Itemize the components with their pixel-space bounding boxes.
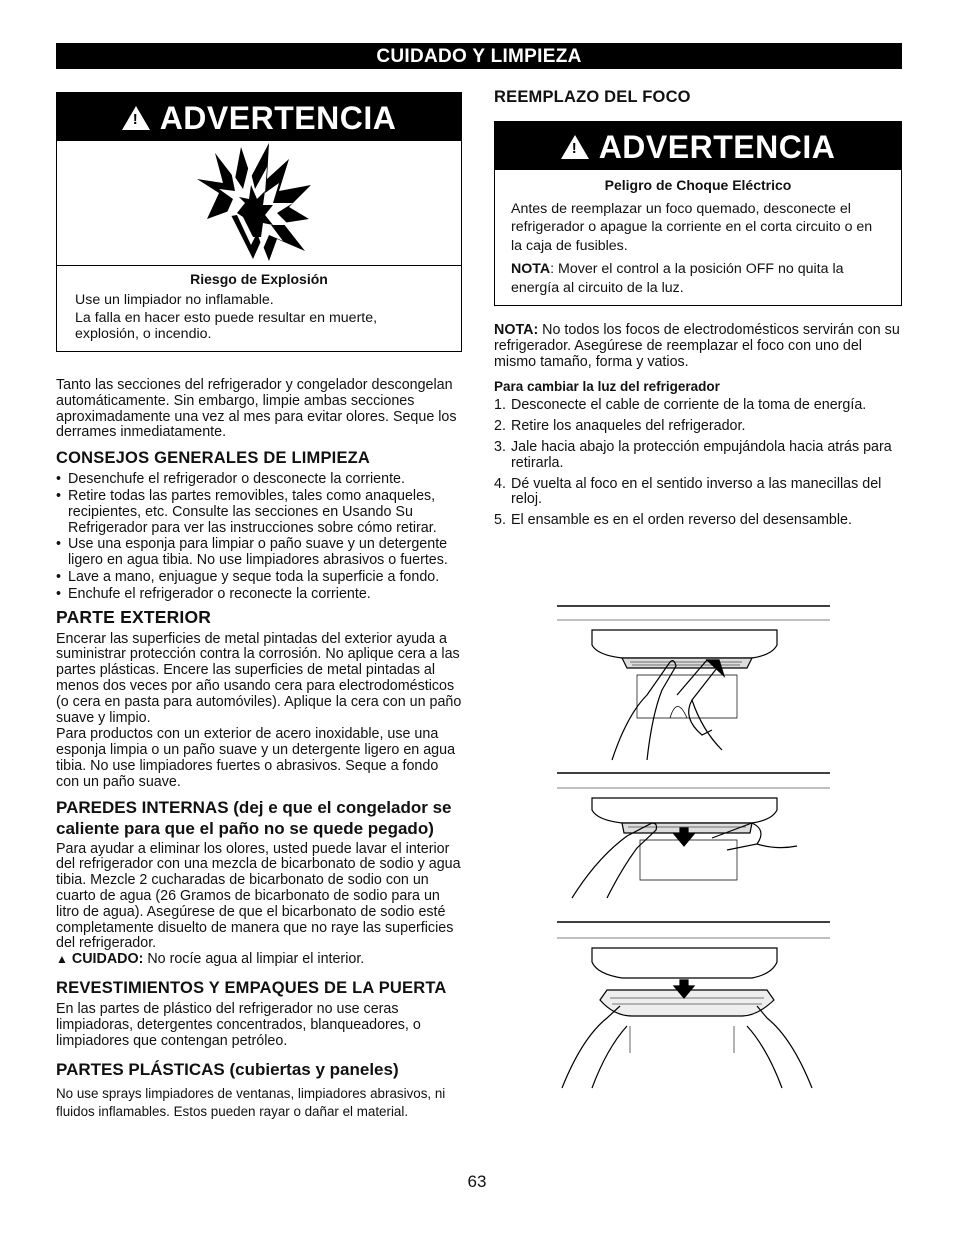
paredes-heading-note: (dej e que el congelador se caliente para que el paño no se quede pegado) xyxy=(56,797,452,838)
step-text: Desconecte el cable de corriente de la toma de energía. xyxy=(511,397,867,414)
section-banner: CUIDADO Y LIMPIEZA xyxy=(56,43,902,69)
intro-paragraph: Tanto las secciones del refrigerador y congelador descongelan automáticamente. Sin embargo, limpie ambas secciones aproximadamente una vez al mes para evitar olores. Seque los derrames inmediatamente. xyxy=(56,377,457,441)
step-text: El ensamble es en el orden reverso del desensamble. xyxy=(511,512,852,529)
step-text: Dé vuelta al foco en el sentido inverso a las manecillas del reloj. xyxy=(511,475,882,508)
revest-heading: REVESTIMIENTOS Y EMPAQUES DE LA PUERTA xyxy=(56,978,447,997)
step-text: Retire los anaqueles del refrigerador. xyxy=(511,418,746,435)
step-number: 5. xyxy=(494,512,506,529)
consejos-heading: CONSEJOS GENERALES DE LIMPIEZA xyxy=(56,449,371,468)
warning-triangle-icon xyxy=(122,106,150,130)
exterior-paragraph: Encerar las superficies de metal pintadas del exterior ayuda a suministrar protección contra la corrosión. No aplique cera a las partes plásticas. Encere las superficies de metal pintadas al menos dos veces por año usando cera para electrodomésticos (o cera en pasta para automóviles). Aplique la cera con un paño suave y limpio. xyxy=(56,630,462,726)
exterior-heading: PARTE EXTERIOR xyxy=(56,606,212,627)
note-text: : Mover el control a la posición OFF no quita la energía al circuito de la luz. xyxy=(511,261,844,296)
step-item xyxy=(494,398,904,414)
shock-warning-box xyxy=(494,121,902,306)
step-number: 1. xyxy=(494,397,506,414)
warning-heading: ADVERTENCIA xyxy=(159,100,397,136)
steps-list xyxy=(494,398,904,529)
warning-heading: ADVERTENCIA xyxy=(598,129,836,165)
list-item: • Retire todas las partes removibles, tales como anaqueles, recipientes, etc. Consulte las secciones en Usando Su Refrigerador para ver las instrucciones sobre cómo retirar. xyxy=(56,489,462,536)
step-number: 3. xyxy=(494,438,506,455)
warning-title: Peligro de Choque Eléctrico xyxy=(604,177,792,193)
warning-header xyxy=(57,93,461,141)
list-item: • Enchufe el refrigerador o reconecte la corriente. xyxy=(56,587,462,603)
nota-paragraph xyxy=(494,323,904,370)
plasticas-paragraph: No use sprays limpiadores de ventanas, limpiadores abrasivos, ni fluidos inflamables. Estos pueden rayar o dañar el material. xyxy=(56,1086,446,1120)
step-number: 2. xyxy=(494,418,506,435)
left-column xyxy=(56,92,462,1121)
warning-paragraph: Antes de reemplazar un foco quemado, desconecte el refrigerador o apague la corriente en el corta circuito o en la caja de fusibles. xyxy=(511,200,873,254)
explosion-icon xyxy=(57,141,461,266)
list-item: • Use una esponja para limpiar o paño suave y un detergente ligero en agua tibia. No use limpiadores abrasivos o fuertes. xyxy=(56,537,462,569)
revest-paragraph: En las partes de plástico del refrigerador no use ceras limpiadoras, detergentes concentrados, blanqueadores, o limpiadores que contengan petróleo. xyxy=(56,1000,421,1049)
paredes-paragraph: Para ayudar a eliminar los olores, usted puede lavar el interior del refrigerador con una mezcla de bicarbonato de sodio y agua tibia. Mezcle 2 cucharadas de bicarbonato de sodio con un cuarto de agua (26 Gramos de bicarbonato de sodio para un litro de agua). Asegúrese de que el bicarbonato de sodio esté completamente disuelto de manera que no raye las superficies del refrigerador. xyxy=(56,840,461,952)
step-item xyxy=(494,477,904,509)
warning-line: Use un limpiador no inflamable. xyxy=(75,292,274,308)
caution-line xyxy=(56,952,462,968)
plasticas-heading-main: PARTES PLÁSTICAS xyxy=(56,1060,225,1080)
light-cover-removal-illustration-3 xyxy=(552,918,832,1090)
list-item: • Desenchufe el refrigerador o desconecte la corriente. xyxy=(56,472,462,488)
exterior-paragraph-2: Para productos con un exterior de acero inoxidable, use una esponja limpia o un paño suave y un detergente ligero en agua tibia. No use limpiadores fuertes o abrasivos. Seque a fondo con un paño suave. xyxy=(56,726,456,790)
warning-header xyxy=(495,122,901,170)
note-label: NOTA xyxy=(511,261,551,277)
warning-triangle-icon xyxy=(561,135,589,159)
consejos-list xyxy=(56,472,462,602)
light-cover-removal-illustration-2 xyxy=(552,768,832,918)
light-cover-removal-illustration-1 xyxy=(552,600,832,770)
right-column xyxy=(494,88,904,534)
plasticas-heading xyxy=(56,1059,462,1080)
list-item: • Lave a mano, enjuague y seque toda la superficie a fondo. xyxy=(56,570,462,586)
reemplazo-heading: REEMPLAZO DEL FOCO xyxy=(494,88,691,106)
warning-note xyxy=(511,260,885,297)
step-item xyxy=(494,513,904,529)
step-number: 4. xyxy=(494,475,506,492)
step-text: Jale hacia abajo la protección empujándola hacia atrás para retirarla. xyxy=(511,438,892,471)
caution-triangle-icon: ▲ xyxy=(56,952,68,967)
nota-label: NOTA: xyxy=(494,322,539,338)
step-item xyxy=(494,419,904,435)
nota-text: No todos los focos de electrodomésticos servirán con su refrigerador. Asegúrese de reemplazar el foco con uno del mismo tamaño, forma y vatios. xyxy=(494,322,900,370)
page-number: 63 xyxy=(467,1172,487,1191)
steps-heading: Para cambiar la luz del refrigerador xyxy=(494,379,720,395)
plasticas-heading-note: (cubiertas y paneles) xyxy=(224,1060,399,1080)
paredes-heading xyxy=(56,797,462,839)
explosion-warning-box xyxy=(56,92,462,352)
caution-label: CUIDADO: xyxy=(71,951,144,968)
caution-text: No rocíe agua al limpiar el interior. xyxy=(143,951,365,968)
warning-line: La falla en hacer esto puede resultar en muerte, explosión, o incendio. xyxy=(75,310,378,342)
paredes-heading-main: PAREDES INTERNAS xyxy=(56,797,229,817)
warning-title: Riesgo de Explosión xyxy=(190,271,328,287)
step-item xyxy=(494,440,904,472)
